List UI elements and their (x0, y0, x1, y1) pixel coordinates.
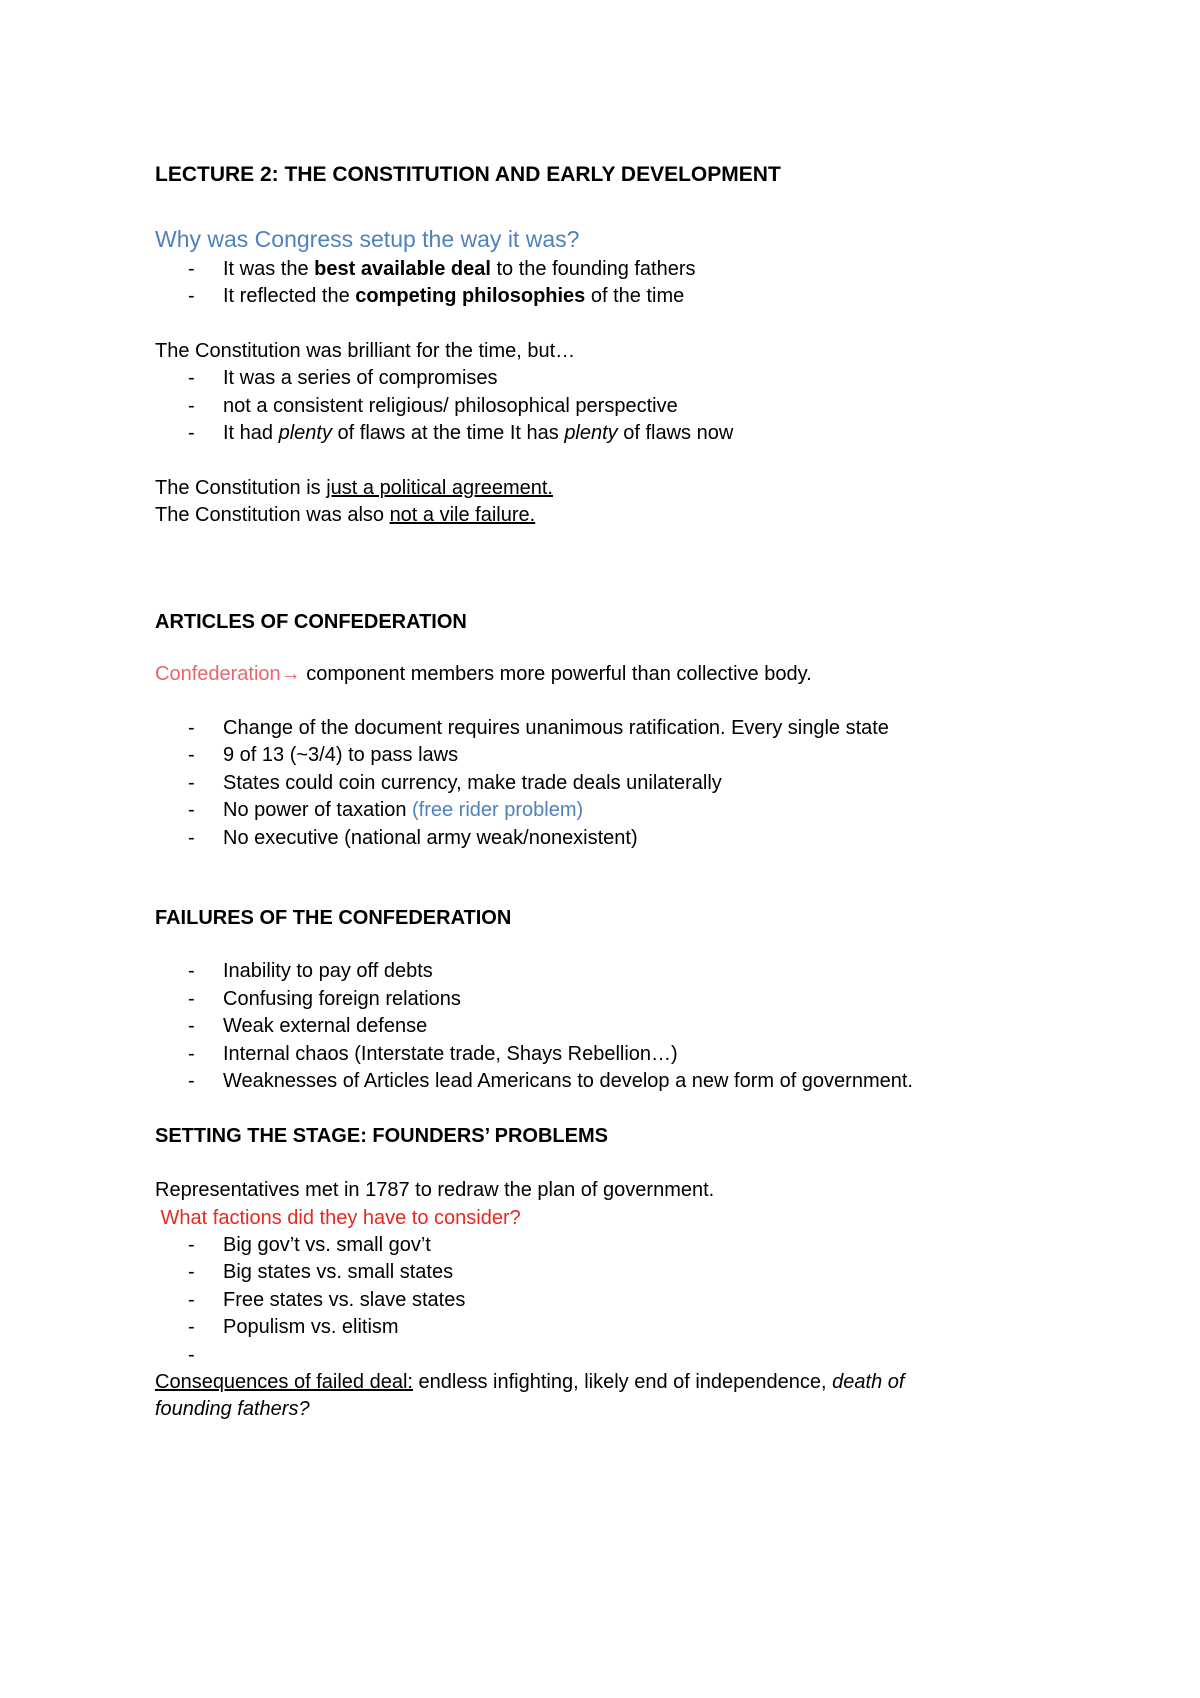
bullet-text: Big gov’t vs. small gov’t (223, 1234, 431, 1256)
bullet-dash: - (188, 1316, 195, 1338)
constitution-intro: The Constitution was brilliant for the time, but… (155, 340, 576, 362)
bullet-dash: - (188, 1070, 195, 1092)
bullet-text: 9 of 13 (~3/4) to pass laws (223, 744, 459, 766)
bullet-text: States could coin currency, make trade deals unilaterally (223, 772, 722, 794)
bullet-dash: - (188, 1261, 195, 1283)
bullet-text: No power of taxation (free rider problem) (223, 799, 584, 821)
bullet-text: Weaknesses of Articles lead Americans to develop a new form of government. (223, 1070, 913, 1092)
bullet-text: Inability to pay off debts (223, 960, 433, 982)
section-heading: FAILURES OF THE CONFEDERATION (155, 907, 512, 929)
bullet-dash: - (188, 1015, 195, 1037)
bullet-dash: - (188, 772, 195, 794)
stage-intro: Representatives met in 1787 to redraw the plan of government. (155, 1179, 715, 1201)
confederation-definition: Confederation→ component members more powerful than collective body. (155, 663, 812, 685)
section-heading: ARTICLES OF CONFEDERATION (155, 611, 467, 633)
consequences-continuation: founding fathers? (155, 1398, 310, 1420)
bullet-text: Big states vs. small states (223, 1261, 454, 1283)
bullet-dash: - (188, 744, 195, 766)
bullet-text: Confusing foreign relations (223, 988, 461, 1010)
bullet-text: It reflected the competing philosophies of the time (223, 285, 685, 307)
bullet-dash: - (188, 1344, 195, 1366)
page-title: LECTURE 2: THE CONSTITUTION AND EARLY DEVELOPMENT (155, 163, 781, 186)
section-heading: SETTING THE STAGE: FOUNDERS’ PROBLEMS (155, 1125, 608, 1147)
bullet-dash: - (188, 367, 195, 389)
constitution-agreement: The Constitution is just a political agreement. (155, 477, 553, 499)
bullet-dash: - (188, 1289, 195, 1311)
bullet-text: No executive (national army weak/nonexistent) (223, 827, 638, 849)
bullet-dash: - (188, 988, 195, 1010)
bullet-dash: - (188, 827, 195, 849)
congress-question: Why was Congress setup the way it was? (155, 226, 580, 252)
bullet-text: Weak external defense (223, 1015, 428, 1037)
document-page (155, 0, 1035, 1698)
bullet-dash: - (188, 422, 195, 444)
bullet-text: Free states vs. slave states (223, 1289, 466, 1311)
bullet-dash: - (188, 258, 195, 280)
bullet-dash: - (188, 395, 195, 417)
arrow-right-icon: → (280, 663, 301, 685)
bullet-text: Populism vs. elitism (223, 1316, 399, 1338)
consequences-line: Consequences of failed deal: endless infighting, likely end of independence, death of (155, 1371, 905, 1393)
bullet-text: not a consistent religious/ philosophical perspective (223, 395, 678, 417)
bullet-text: It had plenty of flaws at the time It has plenty of flaws now (223, 422, 734, 444)
bullet-dash: - (188, 960, 195, 982)
bullet-text: Internal chaos (Interstate trade, Shays Rebellion…) (223, 1043, 678, 1065)
bullet-text: It was the best available deal to the founding fathers (223, 258, 696, 280)
constitution-failure: The Constitution was also not a vile failure. (155, 504, 536, 526)
bullet-dash: - (188, 285, 195, 307)
bullet-dash: - (188, 717, 195, 739)
bullet-dash: - (188, 799, 195, 821)
factions-question: What factions did they have to consider? (155, 1207, 521, 1229)
bullet-text: Change of the document requires unanimous ratification. Every single state (223, 717, 889, 739)
bullet-dash: - (188, 1234, 195, 1256)
bullet-text: It was a series of compromises (223, 367, 498, 389)
bullet-dash: - (188, 1043, 195, 1065)
